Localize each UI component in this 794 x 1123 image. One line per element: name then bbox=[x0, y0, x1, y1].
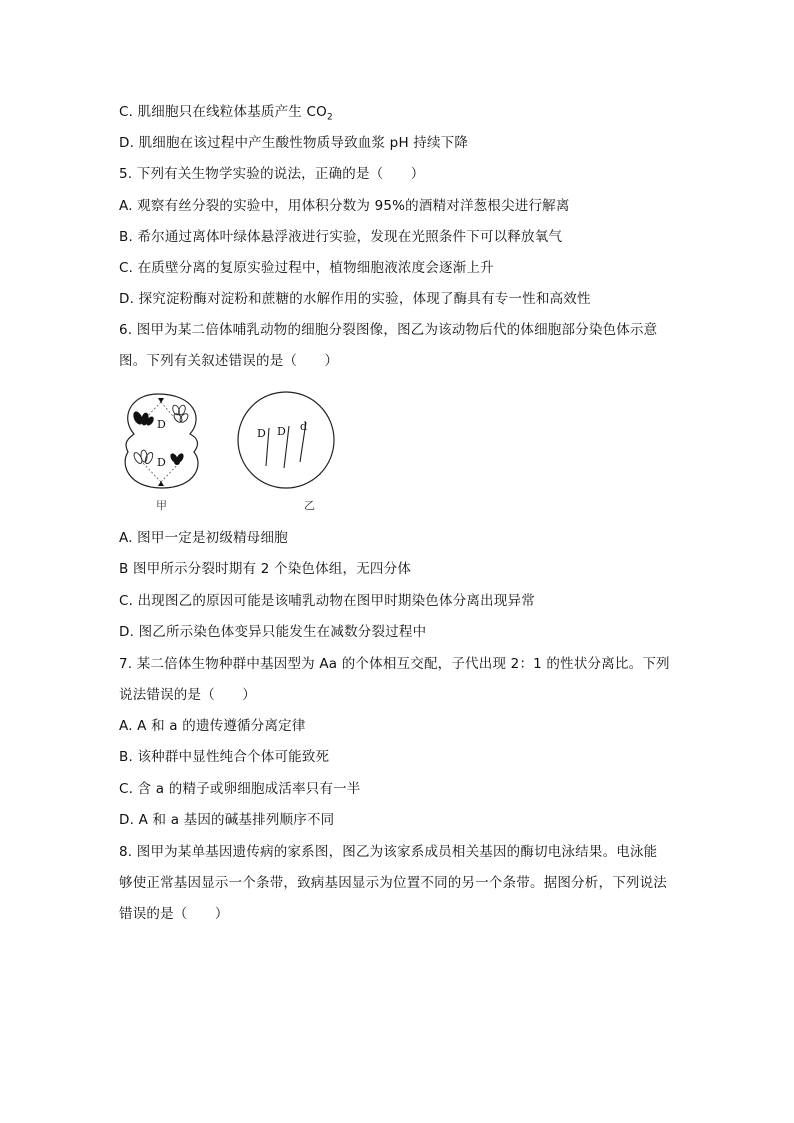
q6-option-d: D. 图乙所示染色体变异只能发生在减数分裂过程中 bbox=[119, 624, 427, 640]
q5-option-b: B. 希尔通过离体叶绿体悬浮液进行实验，发现在光照条件下可以释放氧气 bbox=[119, 229, 563, 245]
q5-option-a: A. 观察有丝分裂的实验中，用体积分数为 95%的酒精对洋葱根尖进行解离 bbox=[119, 198, 570, 214]
cell-yi bbox=[238, 392, 334, 488]
gene-label-jia-lower: D bbox=[157, 456, 166, 469]
q5-option-d: D. 探究淀粉酶对淀粉和蔗糖的水解作用的实验，体现了酶具有专一性和高效性 bbox=[119, 291, 591, 307]
gene-label-yi-2: D bbox=[277, 425, 286, 438]
q8-stem-line1: 8. 图甲为某单基因遗传病的家系图，图乙为该家系成员相关基因的酶切电泳结果。电泳能 bbox=[119, 844, 658, 860]
gene-label-jia-upper: D bbox=[157, 418, 166, 431]
q6-option-b: B 图甲所示分裂时期有 2 个染色体组，无四分体 bbox=[119, 561, 412, 577]
q7-option-c: C. 含 a 的精子或卵细胞成活率只有一半 bbox=[119, 781, 361, 797]
q7-option-b: B. 该种群中显性纯合个体可能致死 bbox=[119, 749, 330, 765]
q8-stem-line2: 够使正常基因显示一个条带，致病基因显示为位置不同的另一个条带。据图分析，下列说法 bbox=[119, 875, 667, 891]
q7-stem-line2: 说法错误的是（ ） bbox=[119, 687, 256, 703]
gene-label-yi-1: D bbox=[257, 427, 266, 440]
q6-option-a: A. 图甲一定是初级精母细胞 bbox=[119, 530, 288, 546]
q7-option-d: D. A 和 a 基因的碱基排列顺序不同 bbox=[119, 812, 335, 828]
q4-option-d: D. 肌细胞在该过程中产生酸性物质导致血浆 pH 持续下降 bbox=[119, 135, 469, 151]
q8-stem-line3: 错误的是（ ） bbox=[119, 906, 229, 922]
q5-stem: 5. 下列有关生物学实验的说法，正确的是（ ） bbox=[119, 166, 425, 182]
q7-stem-line1: 7. 某二倍体生物种群中基因型为 Aa 的个体相互交配，子代出现 2：1 的性状分离比。下列 bbox=[119, 656, 670, 672]
q4-option-c: C. 肌细胞只在线粒体基质产生 $CO_2$ bbox=[119, 104, 333, 123]
figure-label-jia: 甲 bbox=[156, 499, 167, 512]
q6-stem-line1: 6. 图甲为某二倍体哺乳动物的细胞分裂图像，图乙为该动物后代的体细胞部分染色体示意 bbox=[119, 322, 658, 338]
q6-stem-line2: 图。下列有关叙述错误的是（ ） bbox=[119, 353, 339, 369]
q5-option-c: C. 在质壁分离的复原实验过程中，植物细胞液浓度会逐渐上升 bbox=[119, 260, 494, 276]
figure-label-yi: 乙 bbox=[304, 499, 315, 512]
q7-option-a: A. A 和 a 的遗传遵循分离定律 bbox=[119, 718, 306, 734]
cell-jia bbox=[125, 394, 198, 488]
gene-label-yi-3: d bbox=[300, 420, 308, 433]
q6-option-c: C. 出现图乙的原因可能是该哺乳动物在图甲时期染色体分离出现异常 bbox=[119, 593, 535, 609]
centrosome-marks bbox=[158, 398, 164, 486]
